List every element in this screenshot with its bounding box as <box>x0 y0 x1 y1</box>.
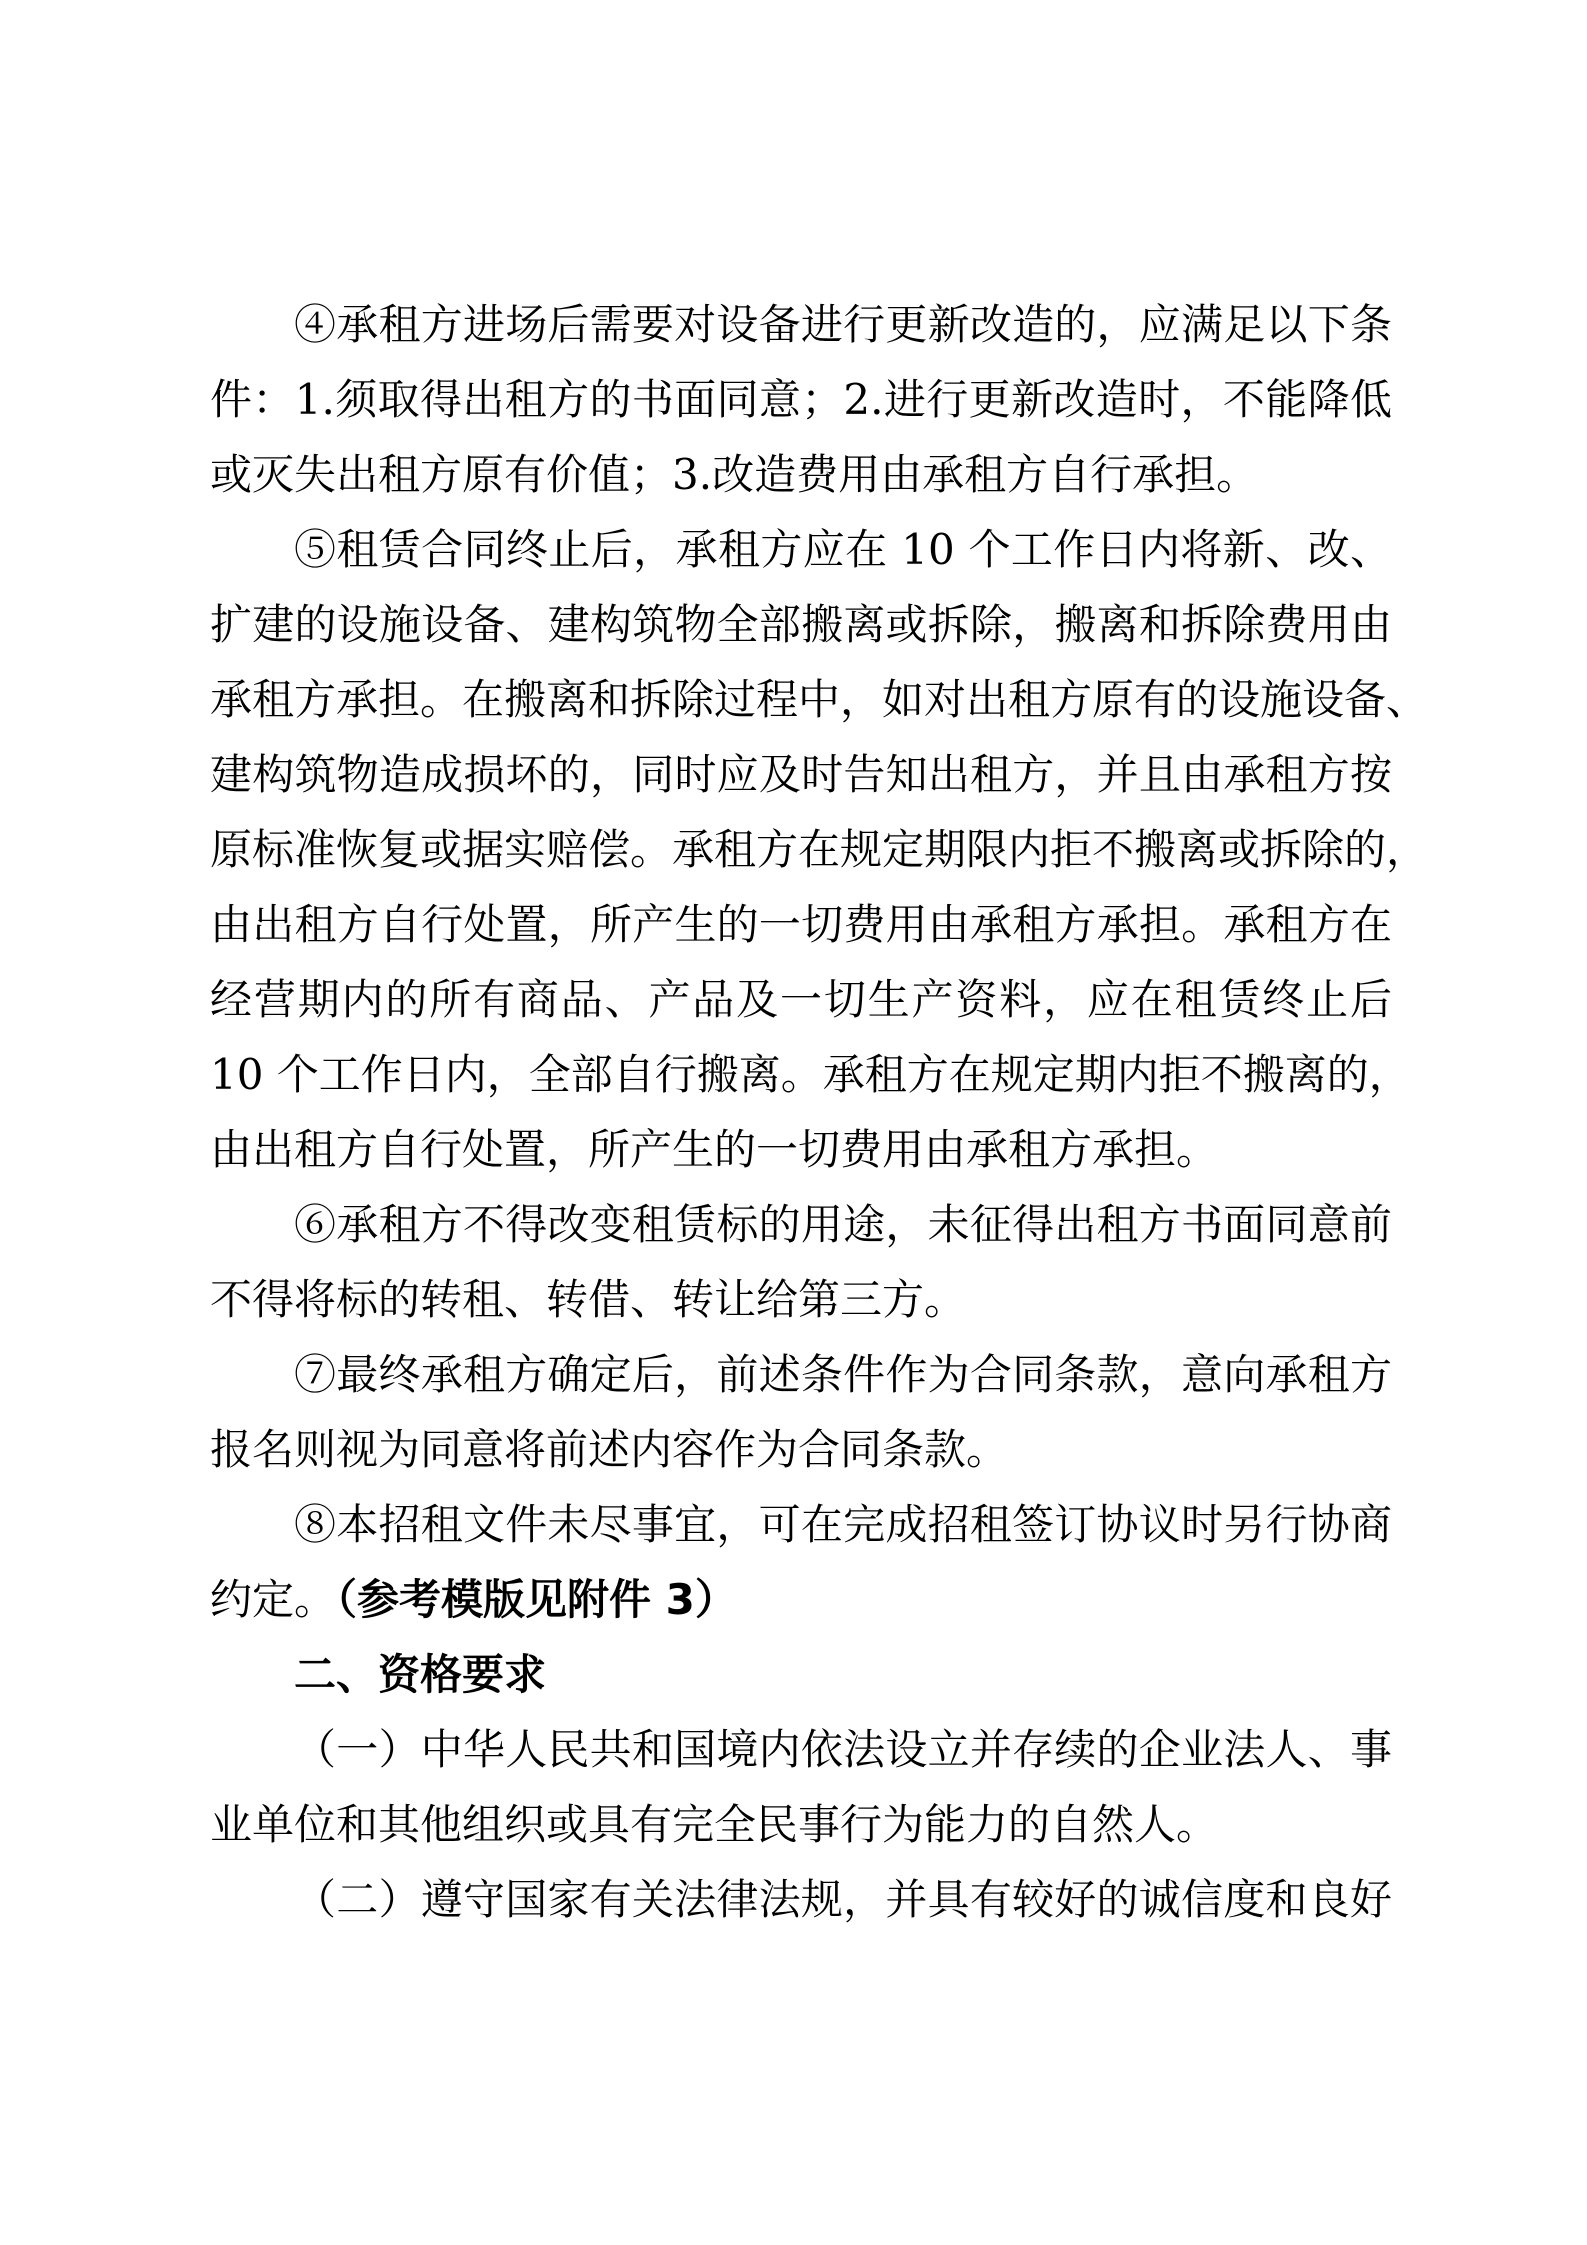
line-text: ⑤租赁合同终止后，承租方应在 10 个工作日内将新、改、 <box>294 525 1392 574</box>
line-text: ⑦最终承租方确定后，前述条件作为合同条款，意向承租方 <box>294 1350 1392 1399</box>
text-line <box>210 1487 1392 1562</box>
text-line <box>210 587 1392 662</box>
line-text: 约定。 <box>210 1575 337 1624</box>
text-line <box>210 887 1392 962</box>
text-line <box>210 1337 1392 1412</box>
text-line <box>210 1112 1392 1187</box>
line-text: ④承租方进场后需要对设备进行更新改造的，应满足以下条 <box>294 300 1392 349</box>
line-text: ⑥承租方不得改变租赁标的用途，未征得出租方书面同意前 <box>294 1200 1392 1249</box>
text-line <box>210 812 1429 887</box>
line-text: ⑧本招租文件未尽事宜，可在完成招租签订协议时另行协商 <box>294 1500 1392 1549</box>
text-line <box>210 662 1429 737</box>
line-text: 不得将标的转租、转借、转让给第三方。 <box>210 1275 967 1324</box>
line-text: 原标准恢复或据实赔偿。承租方在规定期限内拒不搬离或拆除的， <box>210 825 1429 874</box>
text-line <box>210 1037 1411 1112</box>
line-text: 件：1.须取得出租方的书面同意；2.进行更新改造时，不能降低 <box>210 375 1392 424</box>
text-line <box>210 512 1392 587</box>
line-text: 扩建的设施设备、建构筑物全部搬离或拆除，搬离和拆除费用由 <box>210 600 1392 649</box>
line-text: 经营期内的所有商品、产品及一切生产资料，应在租赁终止后 <box>210 975 1392 1024</box>
line-text: 由出租方自行处置，所产生的一切费用由承租方承担。 <box>210 1125 1219 1174</box>
line-text: （一）中华人民共和国境内依法设立并存续的企业法人、事 <box>294 1725 1392 1774</box>
text-line <box>210 1787 1392 1862</box>
line-text: 由出租方自行处置，所产生的一切费用由承租方承担。承租方在 <box>210 900 1392 949</box>
line-text: 报名则视为同意将前述内容作为合同条款。 <box>210 1425 1009 1474</box>
text-line <box>210 1262 1392 1337</box>
text-line <box>210 1412 1392 1487</box>
line-bold-text: 二、资格要求 <box>294 1650 547 1699</box>
text-line <box>210 1187 1392 1262</box>
line-text: 10 个工作日内，全部自行搬离。承租方在规定期内拒不搬离的， <box>210 1050 1411 1099</box>
text-line <box>210 737 1392 812</box>
text-line <box>210 1862 1392 1937</box>
line-text: 承租方承担。在搬离和拆除过程中，如对出租方原有的设施设备、 <box>210 675 1429 724</box>
text-line <box>210 437 1392 512</box>
line-text: 或灭失出租方原有价值；3.改造费用由承租方自行承担。 <box>210 450 1259 499</box>
text-line <box>210 1712 1392 1787</box>
text-line <box>210 1562 1392 1637</box>
line-text: （二）遵守国家有关法律法规，并具有较好的诚信度和良好 <box>294 1875 1392 1924</box>
document-body <box>210 287 1429 1937</box>
line-text: 建构筑物造成损坏的，同时应及时告知出租方，并且由承租方按 <box>210 750 1392 799</box>
text-line <box>210 1637 1392 1712</box>
line-bold-text: （参考模版见附件 3） <box>336 1575 737 1624</box>
line-text: 业单位和其他组织或具有完全民事行为能力的自然人。 <box>210 1800 1219 1849</box>
text-line <box>210 962 1392 1037</box>
text-line <box>210 287 1392 362</box>
text-line <box>210 362 1392 437</box>
